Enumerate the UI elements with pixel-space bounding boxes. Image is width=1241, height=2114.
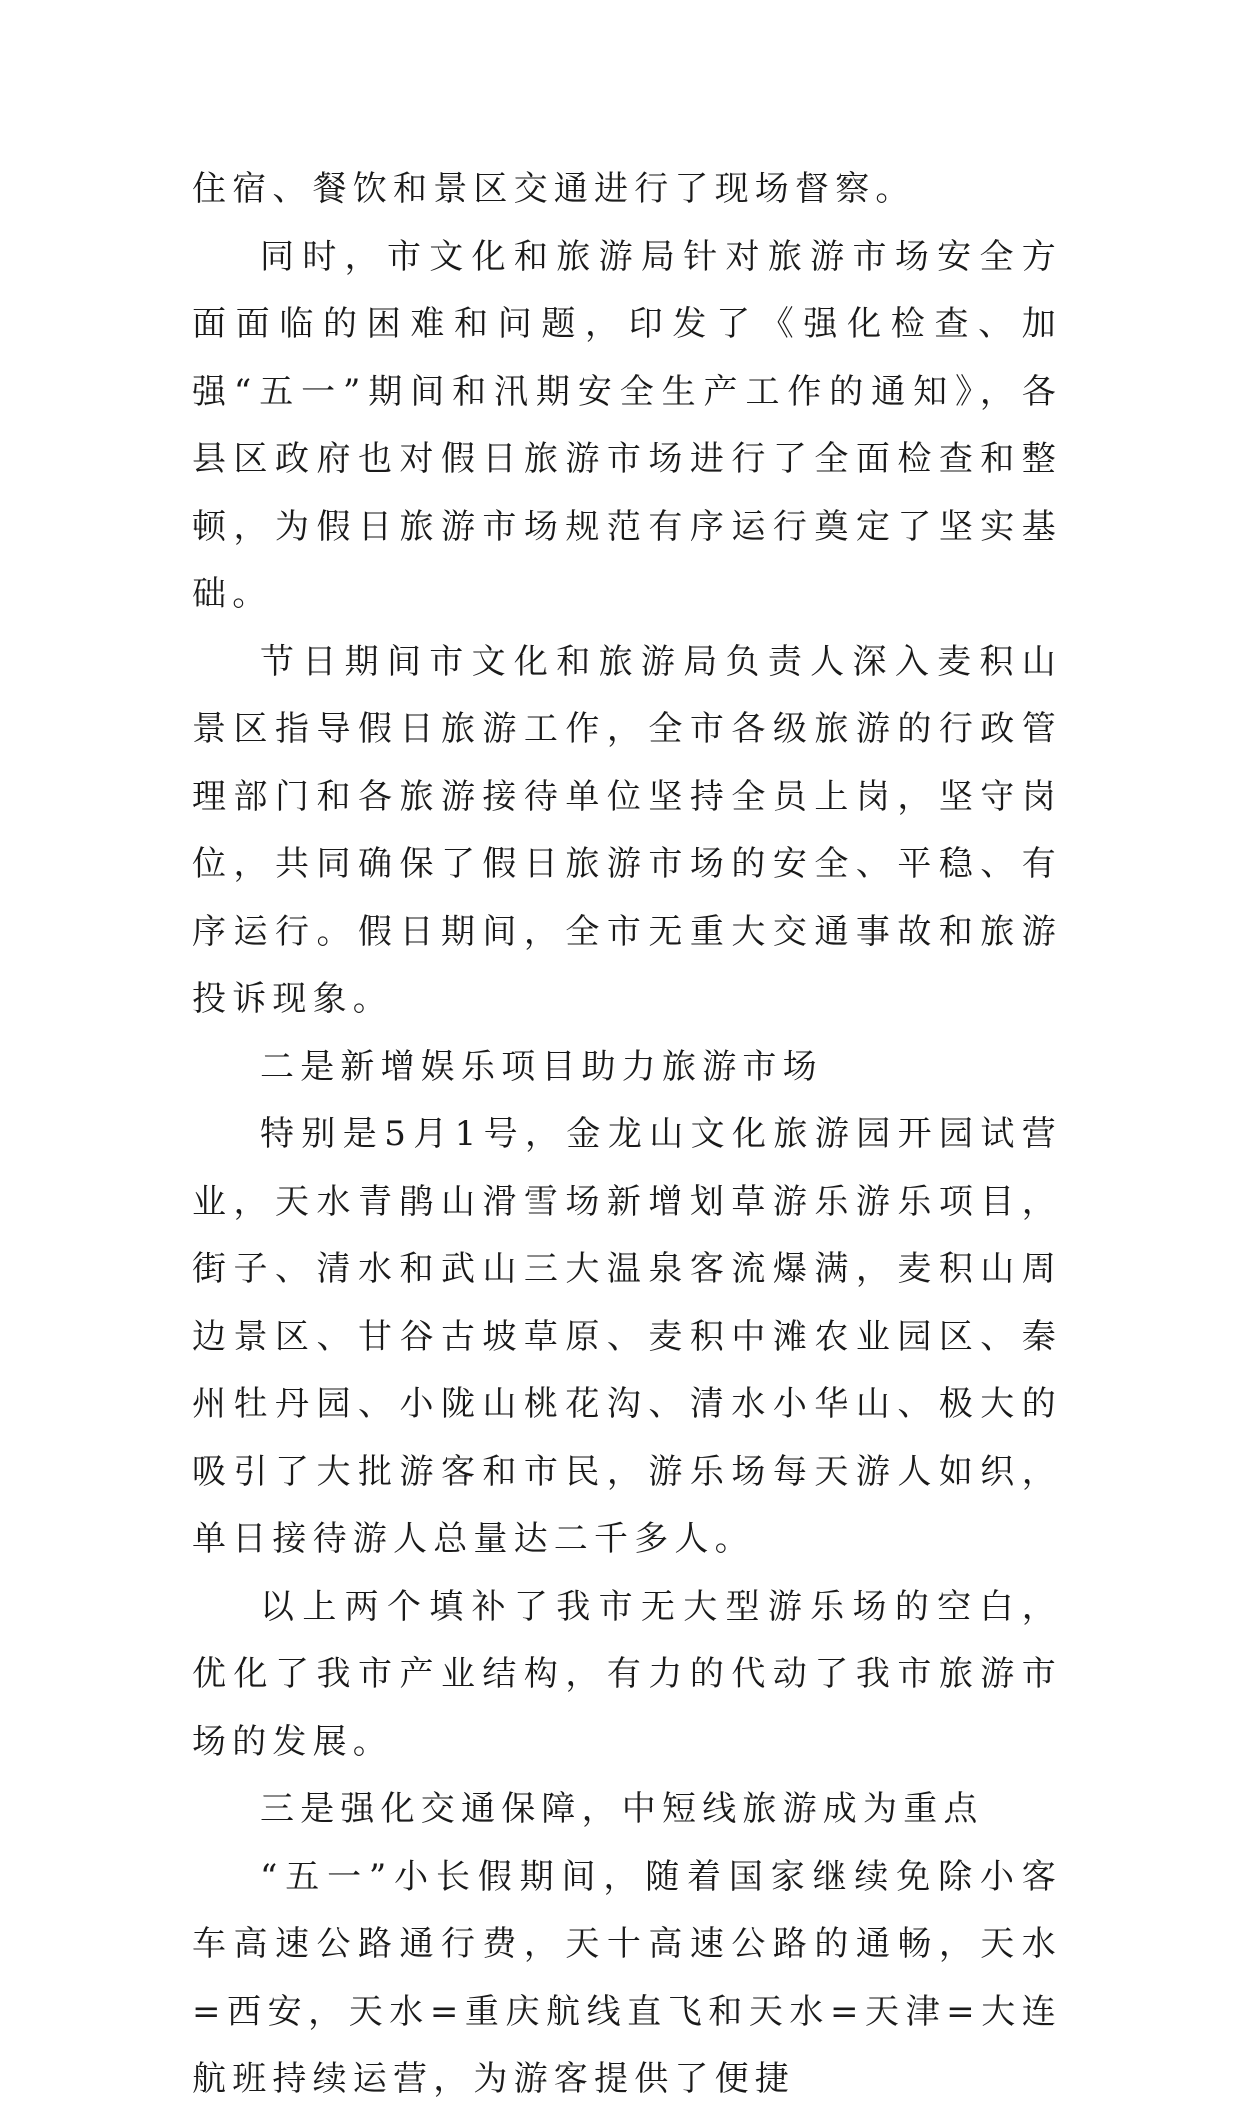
paragraph-safety-notice: 同时，市文化和旅游局针对旅游市场安全方面面临的困难和问题，印发了《强化检查、加强“五一”期间和汛期安全生产工作的通知》，各县区政府也对假日旅游市场进行了全面检查和整顿，为假日旅游市场规范有序运行奠定了坚实基础。 [192, 236, 1062, 614]
paragraph-holiday-guidance: 节日期间市文化和旅游局负责人深入麦积山景区指导假日旅游工作，全市各级旅游的行政管理部门和各旅游接待单位坚持全员上岗，坚守岗位，共同确保了假日旅游市场的安全、平稳、有序运行。假日期间，全市无重大交通事故和旅游投诉现象。 [192, 641, 1062, 1019]
paragraph-transport-details: “五一”小长假期间，随着国家继续免除小客车高速公路通行费，天十高速公路的通畅，天水=西安，天水=重庆航线直飞和天水=天津=大连航班持续运营，为游客提供了便捷 [192, 1856, 1062, 2099]
paragraph-industry-structure: 以上两个填补了我市无大型游乐场的空白，优化了我市产业结构，有力的代动了我市旅游市场的发展。 [192, 1586, 1062, 1762]
paragraph-continuation: 住宿、餐饮和景区交通进行了现场督察。 [192, 169, 916, 209]
section-heading-transport: 三是强化交通保障，中短线旅游成为重点 [260, 1789, 984, 1829]
paragraph-new-attractions: 特别是5月1号，金龙山文化旅游园开园试营业，天水青鹃山滑雪场新增划草游乐游乐项目，街子、清水和武山三大温泉客流爆满，麦积山周边景区、甘谷古坡草原、麦积中滩农业园区、秦州牡丹园、小陇山桃花沟、清水小华山、极大的吸引了大批游客和市民，游乐场每天游人如织，单日接待游人总量达二千多人。 [192, 1114, 1062, 1559]
document-body [192, 156, 1062, 2114]
section-heading-entertainment: 二是新增娱乐项目助力旅游市场 [260, 1046, 823, 1087]
